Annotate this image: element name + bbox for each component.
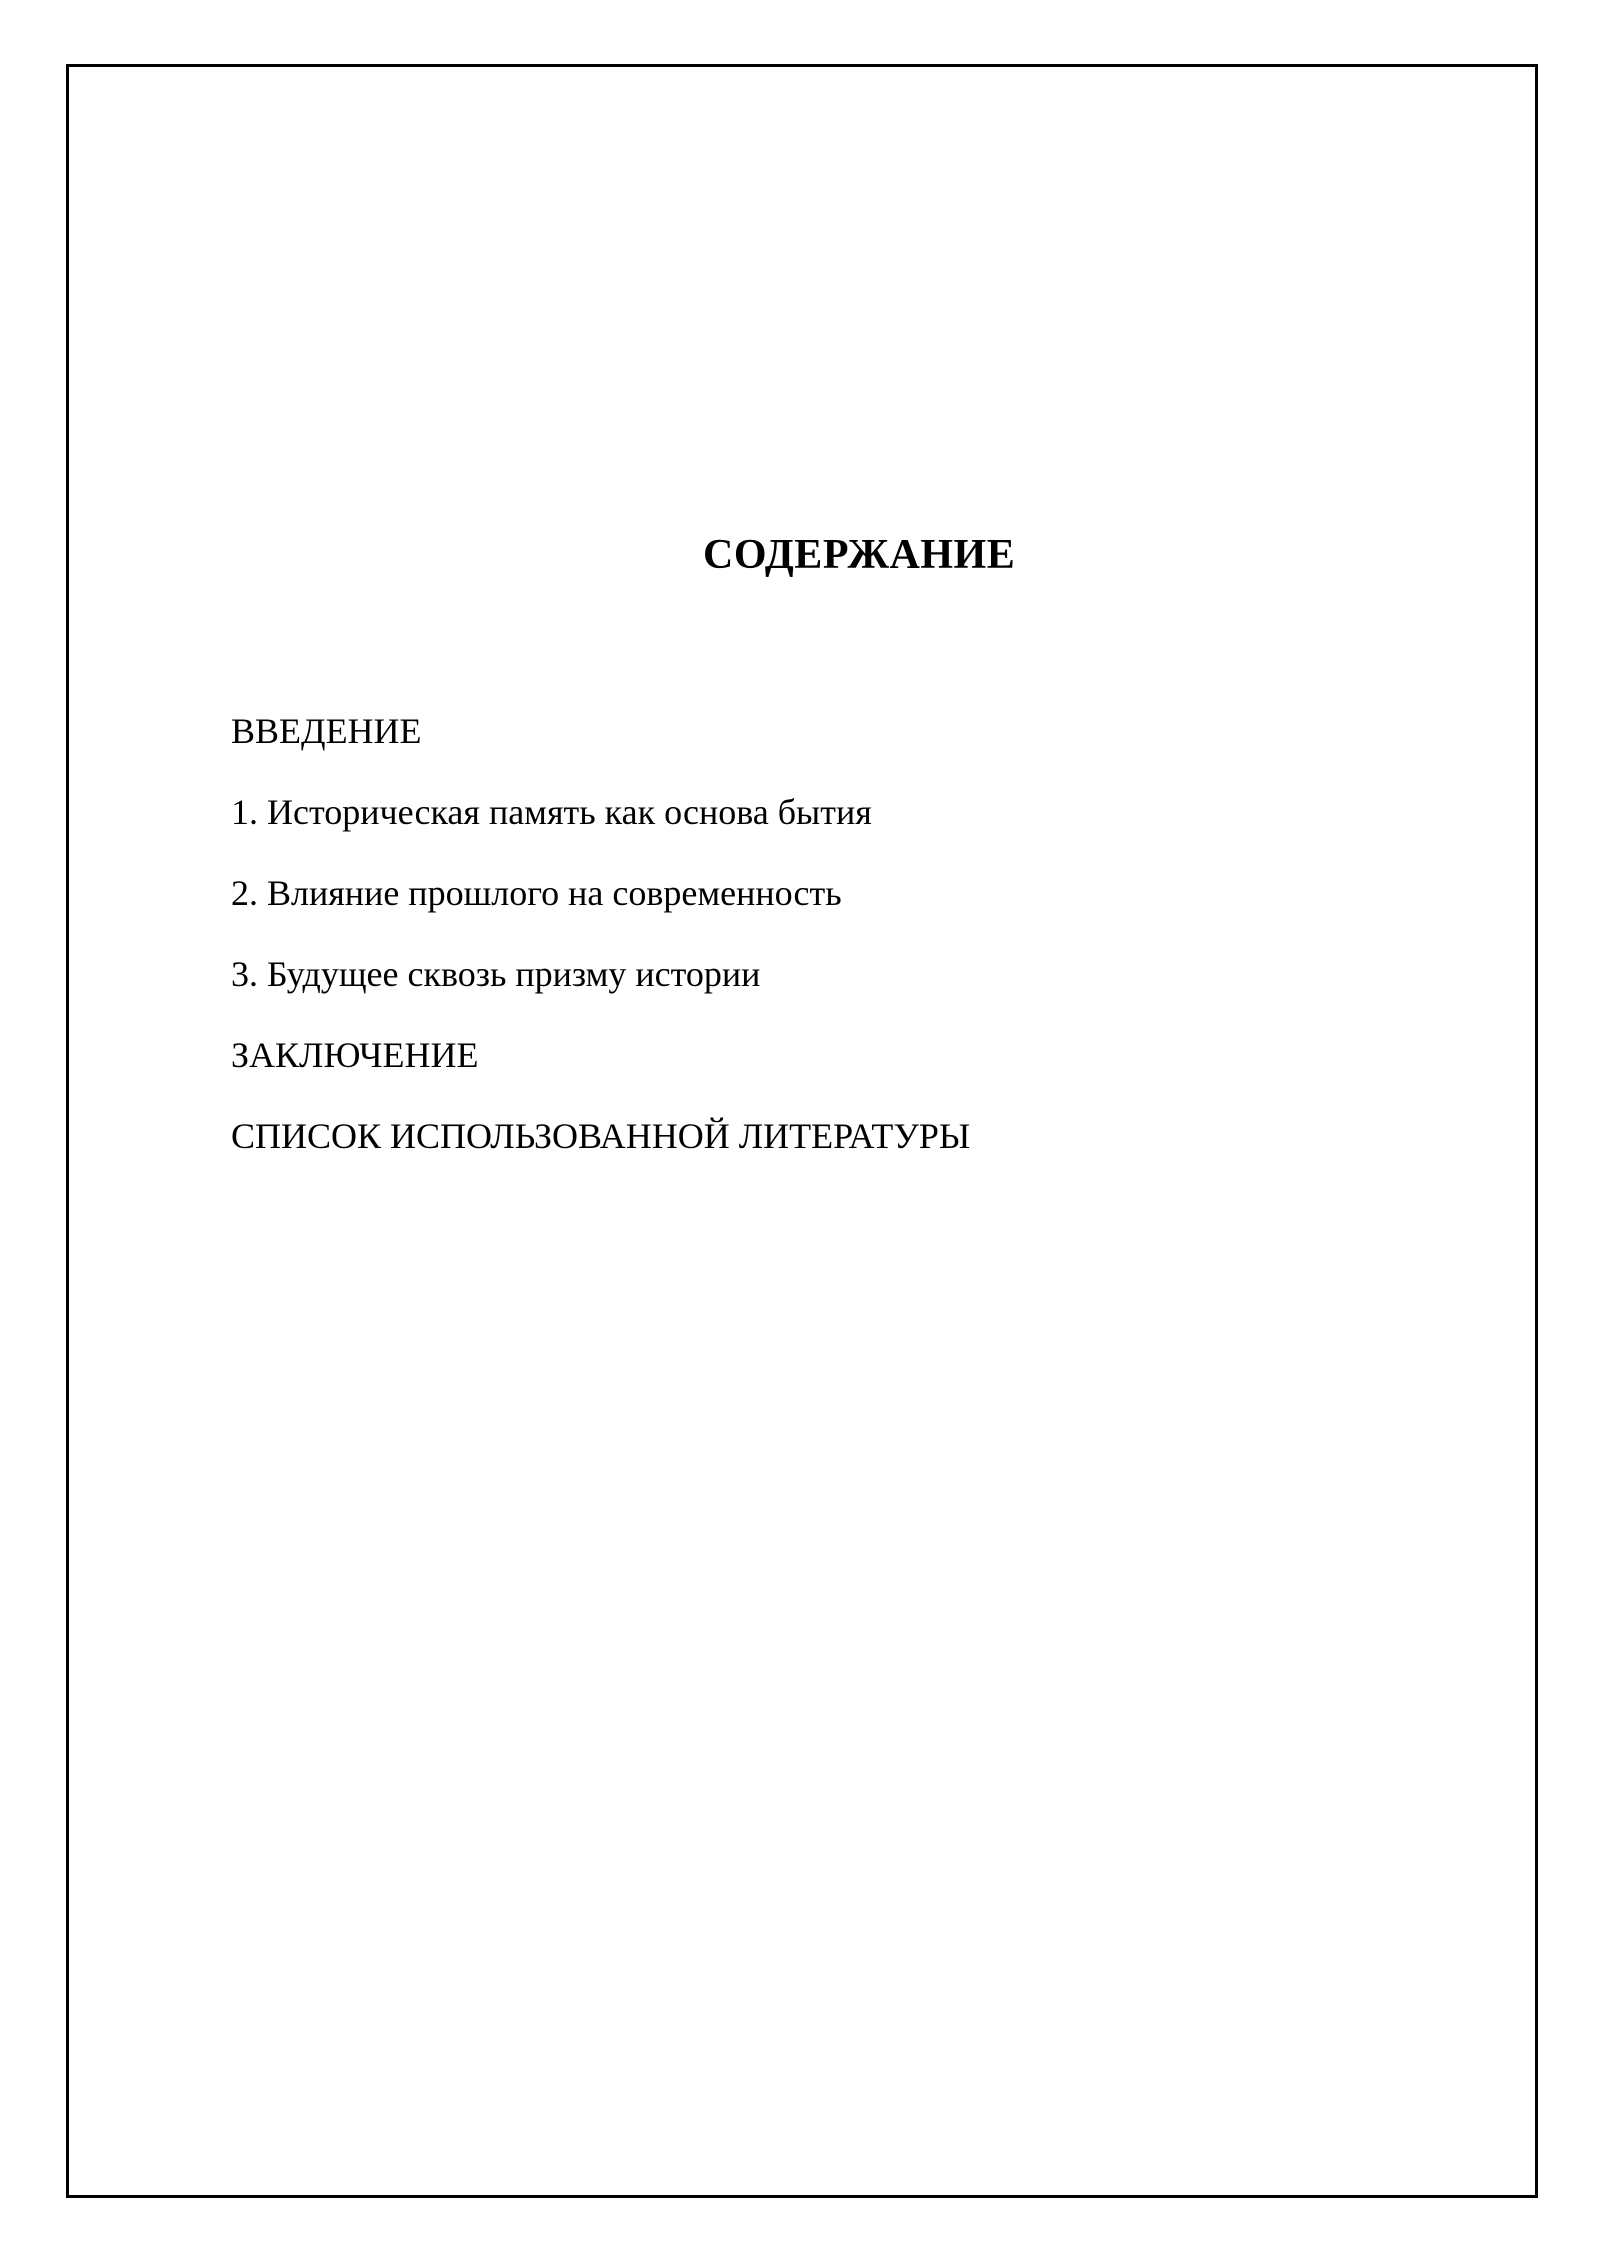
table-of-contents — [231, 707, 970, 1193]
toc-item-chapter-1: 1. Историческая память как основа бытия — [231, 792, 872, 832]
toc-heading: СОДЕРЖАНИЕ — [703, 532, 1016, 578]
page-frame — [66, 64, 1538, 2198]
toc-item-conclusion: ЗАКЛЮЧЕНИЕ — [231, 1035, 479, 1075]
toc-item-chapter-3: 3. Будущее сквозь призму истории — [231, 954, 761, 994]
toc-item-bibliography: СПИСОК ИСПОЛЬЗОВАННОЙ ЛИТЕРАТУРЫ — [231, 1116, 971, 1156]
toc-item-introduction: ВВЕДЕНИЕ — [231, 711, 422, 751]
toc-item-chapter-2: 2. Влияние прошлого на современность — [231, 873, 842, 913]
page-title — [69, 531, 1535, 579]
